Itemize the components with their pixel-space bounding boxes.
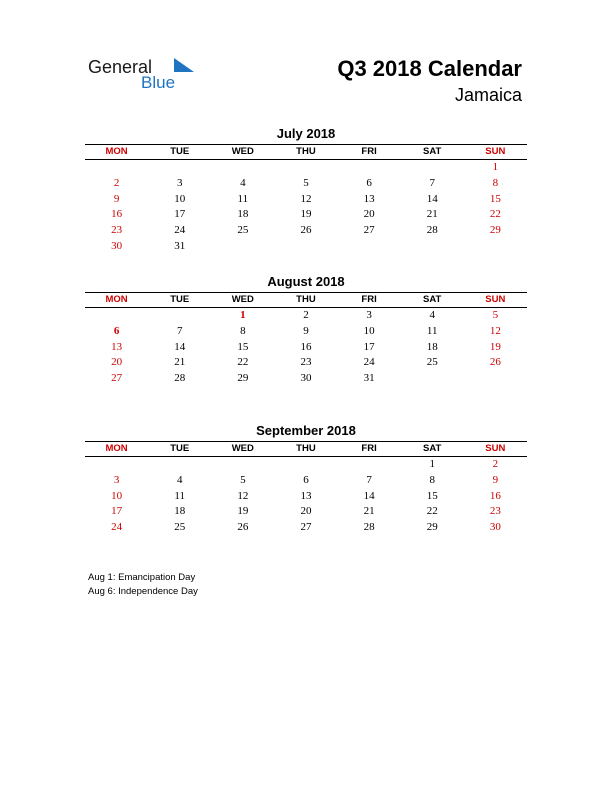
date-cell: 7 — [429, 176, 435, 189]
weekday-label: FRI — [361, 146, 377, 157]
date-cell: 27 — [111, 372, 123, 385]
date-cell: 30 — [111, 239, 123, 252]
month-block — [85, 273, 527, 387]
weekday-label: MON — [105, 146, 128, 157]
empty-date-cell — [148, 457, 211, 473]
date-cell: 28 — [363, 521, 375, 534]
empty-date-cell — [211, 160, 274, 176]
date-cell: 10 — [174, 192, 186, 205]
date-cell: 27 — [300, 521, 312, 534]
date-cell: 14 — [426, 192, 438, 205]
date-cell: 17 — [363, 340, 375, 353]
date-cell: 24 — [363, 356, 375, 369]
date-cell: 18 — [237, 208, 249, 221]
date-cell: 11 — [174, 489, 185, 502]
date-cell: 25 — [174, 521, 186, 534]
month-title: August 2018 — [267, 274, 345, 289]
empty-date-cell — [464, 371, 527, 387]
date-cell: 4 — [176, 473, 183, 486]
date-cell: 7 — [176, 324, 183, 337]
weekday-header — [85, 292, 527, 308]
weekday-label: THU — [296, 146, 316, 157]
date-cell: 31 — [174, 239, 186, 252]
date-cell: 19 — [237, 505, 249, 518]
date-cell: 21 — [174, 356, 186, 369]
date-cell: 3 — [366, 309, 372, 321]
empty-date-cell — [148, 308, 211, 324]
date-cell: 26 — [237, 521, 249, 534]
holiday-note: Aug 6: Independence Day — [88, 586, 198, 597]
empty-date-cell — [338, 160, 401, 176]
weekday-label: FRI — [361, 294, 377, 305]
date-cell: 18 — [174, 505, 186, 518]
weekday-label: FRI — [361, 443, 377, 454]
date-cell: 15 — [489, 192, 501, 205]
date-cell: 12 — [237, 489, 249, 502]
date-cell: 26 — [489, 356, 501, 369]
empty-date-cell — [274, 457, 337, 473]
date-cell: 19 — [300, 208, 312, 221]
empty-date-cell — [338, 239, 401, 255]
page-title: Q3 2018 Calendar — [337, 56, 522, 81]
date-cell: 1 — [429, 458, 435, 470]
date-cell: 27 — [363, 224, 375, 237]
date-cell: 28 — [174, 372, 186, 385]
week-row — [85, 457, 527, 473]
date-cell: 14 — [174, 340, 186, 353]
empty-date-cell — [338, 457, 401, 473]
date-cell: 2 — [303, 309, 309, 321]
week-row — [85, 355, 527, 371]
date-cell: 9 — [113, 192, 120, 205]
date-cell: 25 — [237, 224, 249, 237]
date-cell: 6 — [113, 324, 120, 337]
date-cell: 2 — [492, 458, 499, 470]
week-row — [85, 340, 527, 356]
week-row — [85, 324, 527, 340]
empty-date-cell — [85, 457, 148, 473]
date-cell: 13 — [111, 340, 123, 353]
date-cell: 5 — [492, 309, 499, 321]
week-row — [85, 207, 527, 223]
empty-date-cell — [211, 457, 274, 473]
weekday-label: MON — [105, 443, 128, 454]
weekday-header — [85, 144, 527, 160]
month-block — [85, 422, 527, 536]
empty-date-cell — [148, 160, 211, 176]
date-cell: 8 — [429, 473, 435, 486]
holiday-notes — [88, 571, 198, 599]
empty-date-cell — [211, 239, 274, 255]
date-cell: 29 — [489, 224, 501, 237]
generalblue-logo — [88, 56, 198, 96]
weekday-label: WED — [231, 294, 254, 305]
date-cell: 10 — [363, 324, 375, 337]
date-cell: 15 — [237, 340, 249, 353]
date-cell: 13 — [300, 489, 312, 502]
date-cell: 15 — [426, 489, 438, 502]
date-cell: 12 — [300, 192, 312, 205]
date-cell: 8 — [492, 176, 499, 189]
date-cell: 23 — [111, 224, 123, 237]
week-row — [85, 520, 527, 536]
date-cell: 23 — [300, 356, 312, 369]
month-title: September 2018 — [256, 423, 356, 438]
month-title: July 2018 — [276, 126, 336, 141]
date-cell: 30 — [300, 372, 312, 385]
date-cell: 5 — [240, 473, 246, 486]
date-cell: 19 — [489, 340, 501, 353]
date-cell: 21 — [363, 505, 375, 518]
date-cell: 29 — [237, 372, 249, 385]
weekday-label: WED — [231, 146, 254, 157]
weekday-label: SUN — [485, 443, 506, 454]
weekday-label: SUN — [485, 146, 506, 157]
date-cell: 24 — [174, 224, 186, 237]
date-cell: 22 — [237, 356, 249, 369]
date-cell: 3 — [176, 176, 183, 189]
week-row — [85, 192, 527, 208]
date-cell: 11 — [237, 192, 249, 205]
week-row — [85, 308, 527, 324]
week-row — [85, 160, 527, 176]
date-cell: 2 — [113, 176, 120, 189]
date-cell: 23 — [489, 505, 501, 518]
date-cell: 17 — [174, 208, 186, 221]
date-cell: 11 — [426, 324, 438, 337]
weekday-label: SUN — [485, 294, 506, 305]
date-cell: 9 — [303, 324, 309, 337]
date-cell: 28 — [426, 224, 438, 237]
week-row — [85, 504, 527, 520]
holiday-note: Aug 1: Emancipation Day — [88, 572, 196, 583]
weekday-label: SAT — [423, 146, 442, 157]
date-cell: 7 — [366, 473, 372, 486]
weekday-label: SAT — [423, 294, 442, 305]
empty-date-cell — [401, 371, 464, 387]
empty-date-cell — [401, 160, 464, 176]
weekday-label: THU — [296, 443, 316, 454]
week-row — [85, 223, 527, 239]
date-cell: 21 — [426, 208, 438, 221]
date-cell: 16 — [300, 340, 312, 353]
logo-text-blue: Blue — [141, 73, 176, 92]
date-cell: 20 — [300, 505, 312, 518]
country-name: Jamaica — [454, 85, 522, 105]
date-cell: 25 — [426, 356, 438, 369]
date-cell: 4 — [240, 176, 246, 189]
date-cell: 24 — [111, 521, 123, 534]
date-cell: 16 — [111, 208, 123, 221]
date-cell: 10 — [111, 489, 123, 502]
weekday-label: SAT — [423, 443, 442, 454]
date-cell: 20 — [111, 356, 123, 369]
empty-date-cell — [85, 308, 148, 324]
date-cell: 6 — [366, 176, 372, 189]
date-cell: 3 — [113, 473, 120, 486]
date-cell: 13 — [363, 192, 375, 205]
empty-date-cell — [464, 239, 527, 255]
weekday-label: MON — [105, 294, 128, 305]
date-cell: 9 — [492, 473, 499, 486]
date-cell: 1 — [492, 161, 499, 173]
date-cell: 12 — [489, 324, 501, 337]
empty-date-cell — [274, 160, 337, 176]
date-cell: 5 — [303, 176, 309, 189]
weekday-label: TUE — [170, 146, 190, 157]
date-cell: 22 — [426, 505, 438, 518]
date-cell: 31 — [363, 372, 375, 385]
date-cell: 17 — [111, 505, 123, 518]
date-cell: 1 — [240, 309, 246, 321]
date-cell: 6 — [303, 473, 309, 486]
empty-date-cell — [274, 239, 337, 255]
date-cell: 8 — [240, 324, 246, 337]
weekday-label: THU — [296, 294, 316, 305]
date-cell: 30 — [489, 521, 501, 534]
date-cell: 14 — [363, 489, 375, 502]
date-cell: 22 — [489, 208, 501, 221]
empty-date-cell — [85, 160, 148, 176]
date-cell: 20 — [363, 208, 375, 221]
week-row — [85, 371, 527, 387]
date-cell: 29 — [426, 521, 438, 534]
logo-text-general: General — [88, 57, 153, 77]
empty-date-cell — [401, 239, 464, 255]
week-row — [85, 176, 527, 192]
month-block — [85, 125, 527, 255]
week-row — [85, 239, 527, 255]
week-row — [85, 473, 527, 489]
date-cell: 26 — [300, 224, 312, 237]
weekday-label: TUE — [170, 294, 190, 305]
date-cell: 18 — [426, 340, 438, 353]
weekday-header — [85, 441, 527, 457]
date-cell: 4 — [429, 309, 435, 321]
weekday-label: WED — [231, 443, 254, 454]
date-cell: 16 — [489, 489, 501, 502]
week-row — [85, 489, 527, 505]
weekday-label: TUE — [170, 443, 190, 454]
